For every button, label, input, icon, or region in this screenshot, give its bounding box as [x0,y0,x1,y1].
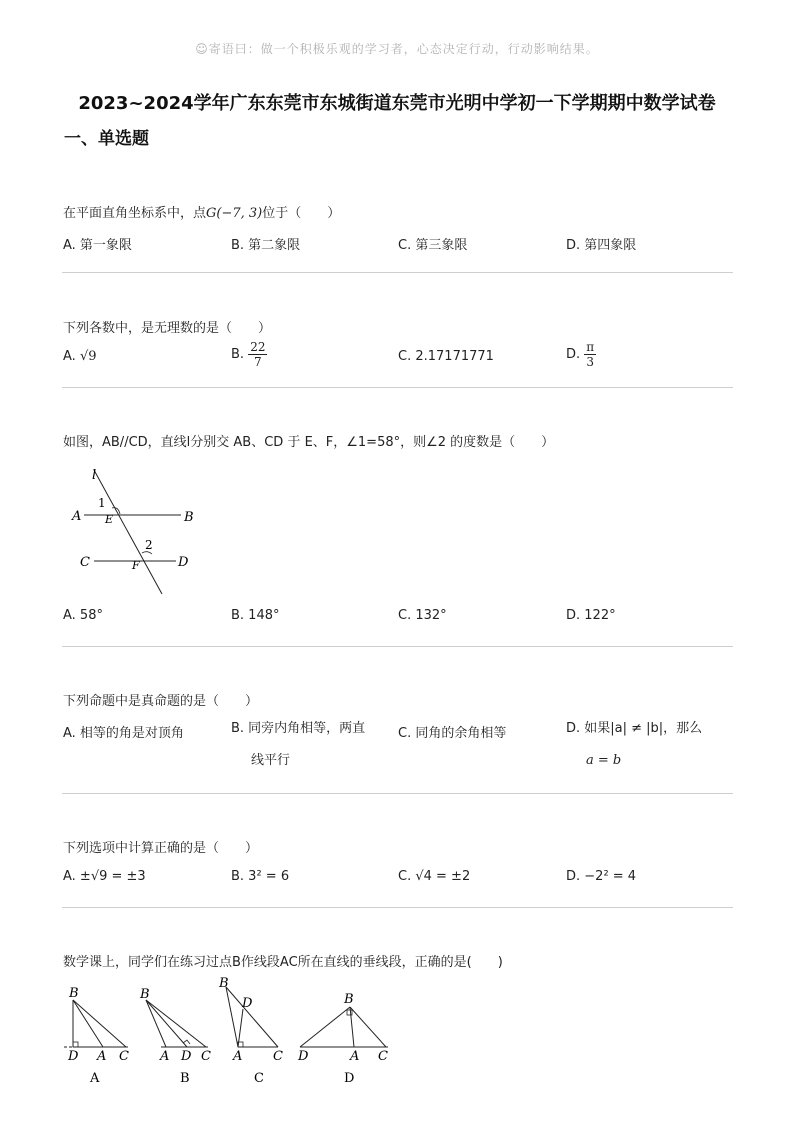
divider [62,646,733,647]
q2-a-label: A. [63,349,76,364]
svg-text:D: D [181,1049,192,1064]
q2-option-b[interactable] [231,340,267,369]
q4-d-line2: a = b [586,753,622,768]
label-f: F [132,559,140,572]
q2-b-num: 22 [250,340,266,354]
q4-option-a[interactable]: A. 相等的角是对顶角 [63,726,184,741]
q2-b-label: B. [231,347,245,362]
divider [62,272,733,273]
q1-point: G(−7, 3) [206,206,263,221]
svg-text:A: A [97,1049,107,1064]
label-e: E [105,513,114,526]
angle-2-arc [142,552,152,554]
figure-b [139,987,211,1086]
figure-c-label: C [254,1071,264,1086]
section-heading: 一、单选题 [64,129,149,149]
q2-option-c[interactable] [398,349,494,364]
q5-option-b[interactable]: B. 3² = 6 [231,869,290,884]
q5-option-c[interactable]: C. √4 = ±2 [398,869,471,884]
figure-a-label: A [90,1071,100,1086]
label-c: C [80,555,90,570]
q1-option-b[interactable]: B. 第二象限 [231,238,301,253]
divider [62,793,733,794]
transversal-l [94,470,162,594]
label-angle-1: 1 [98,496,106,510]
q4-option-c[interactable]: C. 同角的余角相等 [398,726,507,741]
q2-option-a[interactable] [63,349,97,364]
question-3-stem: 如图，AB//CD，直线l分别交 AB、CD 于 E、F，∠1=58°，则∠2 的度数是（ ） [63,435,555,450]
page-title: 2023~2024学年广东东莞市东城街道东莞市光明中学初一下学期期中数学试卷 [78,93,716,114]
question-4-stem: 下列命题中是真命题的是（ ） [63,694,259,709]
q2-c-value: 2.17171771 [415,349,494,364]
q2-b-den: 7 [254,355,262,369]
q3-option-d[interactable]: D. 122° [566,608,616,623]
q2-d-den: 3 [586,355,595,369]
figure-a [64,986,129,1086]
parallel-lines-figure [66,462,216,598]
figure-c [218,976,283,1086]
svg-text:D: D [242,996,253,1011]
divider [62,387,733,388]
svg-text:C: C [201,1049,211,1064]
q1-stem-post: 位于（ ） [262,206,341,221]
q1-stem-pre: 在平面直角坐标系中，点 [63,206,207,221]
q2-b-fraction [248,340,267,369]
q2-option-d[interactable] [566,340,596,369]
q1-option-a[interactable]: A. 第一象限 [63,238,132,253]
q2-c-label: C. [398,349,412,364]
svg-text:B: B [69,986,79,1001]
label-a: A [72,509,82,524]
figure-b-label: B [180,1071,190,1086]
label-angle-2: 2 [145,538,153,552]
figure-d-label: D [344,1071,355,1086]
svg-text:D: D [298,1049,309,1064]
svg-text:A: A [160,1049,170,1064]
q1-option-d[interactable]: D. 第四象限 [566,238,637,253]
q1-option-c[interactable]: C. 第三象限 [398,238,468,253]
q2-d-label: D. [566,347,581,362]
label-d: D [178,555,189,570]
q2-d-fraction [584,340,596,369]
svg-text:D: D [68,1049,79,1064]
label-b: B [184,510,194,525]
question-5-stem: 下列选项中计算正确的是（ ） [63,841,259,856]
q4-d-line1: D. 如果|a| ≠ |b|，那么 [566,721,703,736]
q5-option-d[interactable]: D. −2² = 4 [566,869,637,884]
q2-a-value: √9 [79,349,97,364]
question-2-stem: 下列各数中，是无理数的是（ ） [63,321,272,336]
figure-d [297,992,388,1086]
q4-option-b[interactable] [231,713,365,777]
q3-option-c[interactable]: C. 132° [398,608,447,623]
perpendicular-figures [56,970,396,1090]
svg-text:C: C [273,1049,283,1064]
motto: ☺寄语曰：做一个积极乐观的学习者，心态决定行动，行动影响结果。 [195,42,599,56]
q4-option-d[interactable] [566,713,702,777]
q4-b-line1: B. 同旁内角相等，两直 [231,721,366,736]
label-l: l [92,468,97,483]
svg-text:C: C [378,1049,388,1064]
svg-text:C: C [119,1049,129,1064]
svg-text:A: A [233,1049,243,1064]
svg-text:A: A [350,1049,360,1064]
q2-d-num: π [586,340,595,354]
question-6-stem: 数学课上，同学们在练习过点B作线段AC所在直线的垂线段，正确的是( ) [63,955,503,970]
divider [62,907,733,908]
q3-option-b[interactable]: B. 148° [231,608,280,623]
q3-option-a[interactable]: A. 58° [63,608,103,623]
question-1-stem [63,202,340,221]
svg-text:B: B [140,987,150,1002]
svg-text:B: B [344,992,354,1007]
q4-b-line2: 线平行 [251,753,291,768]
q5-option-a[interactable]: A. ±√9 = ±3 [63,869,146,884]
svg-text:B: B [219,976,229,991]
